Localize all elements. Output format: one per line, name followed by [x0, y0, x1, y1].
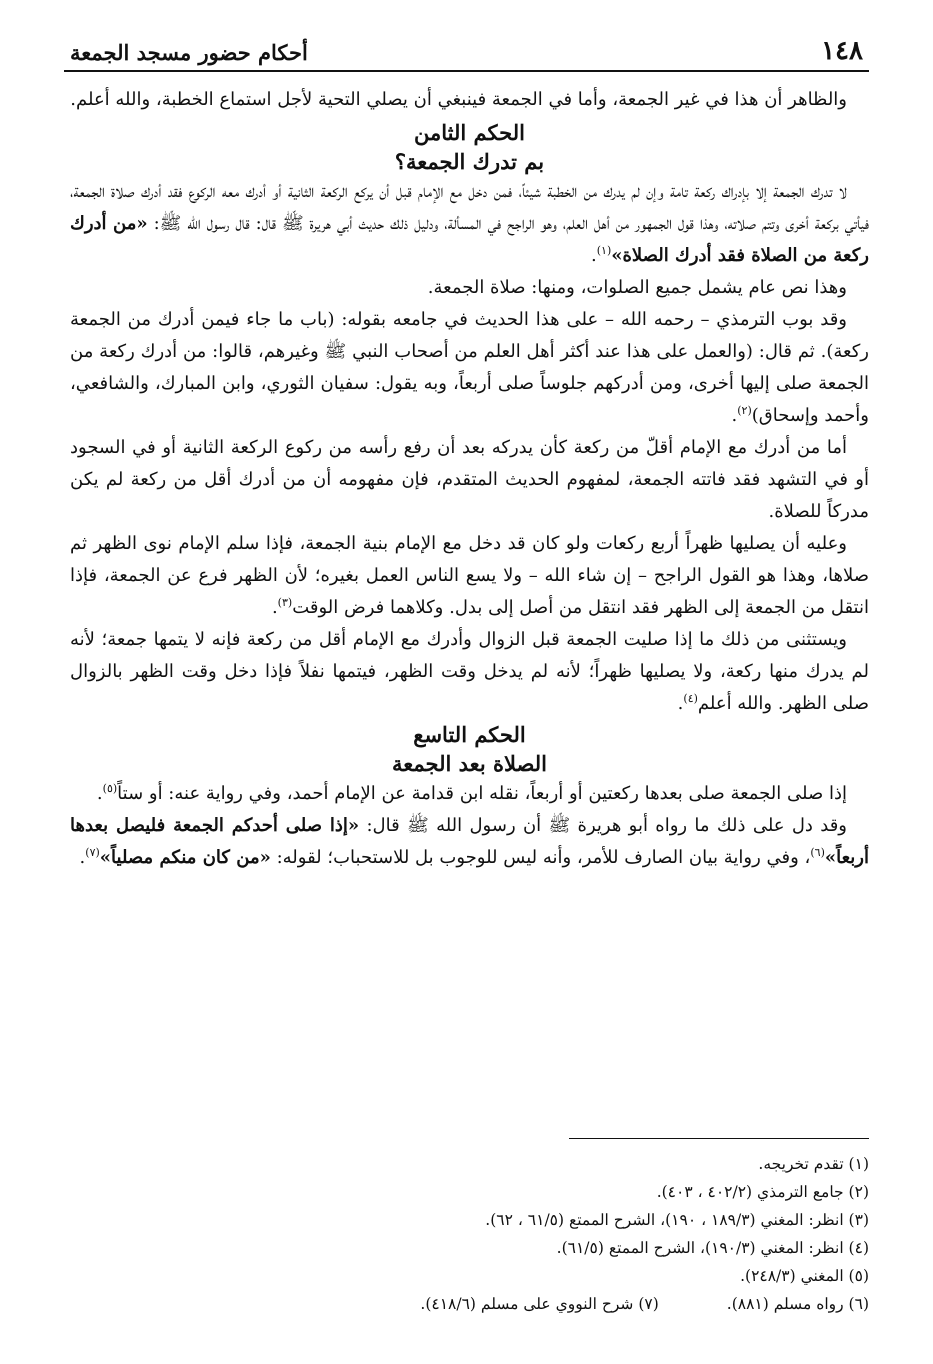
- section-8-paragraph-6: ويستثنى من ذلك ما إذا صليت الجمعة قبل الزوال وأدرك مع الإمام أقل من ركعة فإنه لا يتمها جمعة؛ لأنه لم يدرك منها ركعة، ولا يصليها ظهراً؛ لأنه لم يدخل وقت الظهر، فيتمها نفلاً فإذا دخل وقت الظهر بالزوال صلى الظهر. والله أعلم$^{(٤)}$.: [70, 629, 869, 714]
- section-8-paragraph-2: وهذا نص عام يشمل جميع الصلوات، ومنها: صلاة الجمعة.: [427, 277, 847, 298]
- section-8-paragraph-1: لا تدرك الجمعة إلا بإدراك ركعة تامة وإن لم يدرك من الخطبة شيئاً، فمن دخل مع الإمام قبل أن يركع الركعة الثانية أو أدرك معه الركوع فقد أدرك صلاة الجمعة، فيأتي بركعة أخرى وتتم صلاته، وهذا قول الجمهور من أهل العلم، وهو الراجح في المسألة، ودليل ذلك حديث أبي هريرة ﷺ قال: قال رسول الله ﷺ: «من أدرك ركعة من الصلاة فقد أدرك الصلاة»$^{(١)}$.: [70, 181, 869, 266]
- hadith-quote: «من كان منكم مصلياً»: [99, 847, 271, 868]
- section-8-paragraph-4: أما من أدرك مع الإمام أقلّ من ركعة كأن يدركه بعد أن رفع رأسه من ركوع الركعة الثانية أو في السجود أو في التشهد فقد فاتته الجمعة، لمفهوم الحديث المتقدم، فإن مفهومه أن من أدرك أقل من ركعة لم يكن مدركاً للصلاة.: [70, 437, 869, 522]
- paragraph-text: لا تدرك الجمعة إلا بإدراك ركعة تامة وإن لم يدرك من الخطبة شيئاً، فمن دخل مع الإمام قبل أن يركع الركعة الثانية أو أدرك معه الركوع فقد أدرك صلاة الجمعة، فيأتي بركعة أخرى وتتم صلاته، وهذا قول الجمهور من أهل العلم، وهو الراجح في المسألة، ودليل ذلك حديث أبي هريرة ﷺ قال: قال رسول الله ﷺ:: [70, 181, 869, 234]
- section-8-paragraph-3: وقد بوب الترمذي – رحمه الله – على هذا الحديث في جامعه بقوله: (باب ما جاء فيمن أدرك من الجمعة ركعة). ثم قال: (والعمل على هذا عند أكثر أهل العلم من أصحاب النبي ﷺ وغيرهم، قالوا: من أدرك ركعة من الجمعة صلى إليها أخرى، ومن أدركهم جلوساً صلى أربعاً، وبه يقول: سفيان الثوري، وابن المبارك، والشافعي، وأحمد وإسحاق)$^{(٢)}$.: [70, 309, 869, 426]
- running-title: أحكام حضور مسجد الجمعة: [70, 40, 308, 65]
- section-8-subheading: بم تدرك الجمعة؟: [394, 149, 545, 174]
- footnote-marker: (٣): [277, 596, 293, 609]
- section-9-paragraph-2: وقد دل على ذلك ما رواه أبو هريرة ﷺ أن رسول الله ﷺ قال: «إذا صلى أحدكم الجمعة فليصل بعدها أربعاً»$^{(٦)}$، وفي رواية بيان الصارف للأمر، وأنه ليس للوجوب بل للاستحباب؛ لقوله: «من كان منكم مصلياً»$^{(٧)}$.: [70, 815, 869, 868]
- paragraph-text: وقد بوب الترمذي – رحمه الله – على هذا الحديث في جامعه بقوله: (باب ما جاء فيمن أدرك من الجمعة ركعة). ثم قال: (والعمل على هذا عند أكثر أهل العلم من أصحاب النبي ﷺ وغيرهم، قالوا: من أدرك ركعة من الجمعة صلى إليها أخرى، ومن أدركهم جلوساً صلى أربعاً، وبه يقول: سفيان الثوري، وابن المبارك، والشافعي، وأحمد وإسحاق): [70, 309, 869, 426]
- hadith-quote: «إذا صلى أحدكم الجمعة فليصل بعدها أربعاً»: [70, 815, 869, 868]
- section-8-heading: الحكم الثامن: [414, 120, 525, 145]
- section-9-subheading: الصلاة بعد الجمعة: [392, 751, 547, 776]
- footnote-marker: (٦): [810, 846, 825, 859]
- footnote-marker: (٧): [85, 846, 100, 859]
- paragraph-text: وقد دل على ذلك ما رواه أبو هريرة ﷺ أن رسول الله ﷺ قال:: [366, 815, 848, 836]
- footnote-marker: (٤): [683, 692, 698, 705]
- paragraph-text: إذا صلى الجمعة صلى بعدها ركعتين أو أربعاً، نقله ابن قدامة عن الإمام أحمد، وفي رواية عنه: أو ستاً: [117, 783, 847, 804]
- main-text: [70, 84, 869, 874]
- hadith-quote: «من أدرك ركعة من الصلاة فقد أدرك الصلاة»: [70, 213, 869, 266]
- intro-paragraph: والظاهر أن هذا في غير الجمعة، وأما في الجمعة فينبغي أن يصلي التحية لأجل استماع الخطبة، والله أعلم.: [70, 89, 847, 110]
- paragraph-text: ، وفي رواية بيان الصارف للأمر، وأنه ليس للوجوب بل للاستحباب؛ لقوله:: [276, 847, 811, 868]
- footnote-5: (٥) المغني (٢٤٨/٣).: [740, 1267, 869, 1285]
- section-9-paragraph-1: إذا صلى الجمعة صلى بعدها ركعتين أو أربعاً، نقله ابن قدامة عن الإمام أحمد، وفي رواية عنه: أو ستاً$^{(٥)}$.: [96, 782, 847, 804]
- footnote-4: (٤) انظر: المغني (١٩٠/٣)، الشرح الممتع (٦١/٥).: [556, 1239, 869, 1257]
- footnote-7: (٧) شرح النووي على مسلم (٤١٨/٦).: [420, 1295, 659, 1313]
- section-9-heading: الحكم التاسع: [413, 722, 526, 747]
- footnote-6: (٦) رواه مسلم (٨٨١).: [726, 1295, 869, 1313]
- section-8-paragraph-5: وعليه أن يصليها ظهراً أربع ركعات ولو كان قد دخل مع الإمام بنية الجمعة، فإذا سلم الإمام نوى الظهر ثم صلاها، وهذا هو القول الراجح – إن شاء الله – ولا يسع الناس العمل بغيره؛ لأن الظهر فرع عن الجمعة، فإذا انتقل من الجمعة إلى الظهر فقد انتقل من أصل إلى بدل. وكلاهما فرض الوقت$^{(٣)}$.: [70, 533, 869, 618]
- paragraph-text: ويستثنى من ذلك ما إذا صليت الجمعة قبل الزوال وأدرك مع الإمام أقل من ركعة فإنه لا يتمها جمعة؛ لأنه لم يدرك منها ركعة، ولا يصليها ظهراً؛ لأنه لم يدخل وقت الظهر، فيتمها نفلاً فإذا دخل وقت الظهر بالزوال صلى الظهر. والله أعلم: [70, 629, 869, 714]
- footnote-3: (٣) انظر: المغني (١٨٩/٣ ، ١٩٠)، الشرح الممتع (٦١/٥ ، ٦٢).: [485, 1211, 869, 1229]
- footnotes: [70, 1150, 869, 1318]
- footnote-row: [70, 1290, 869, 1318]
- page-number: ١٤٨: [821, 36, 863, 66]
- footnote-divider: [569, 1138, 869, 1139]
- footnote-marker: (٥): [102, 782, 118, 795]
- paragraph-text: وعليه أن يصليها ظهراً أربع ركعات ولو كان قد دخل مع الإمام بنية الجمعة، فإذا سلم الإمام نوى الظهر ثم صلاها، وهذا هو القول الراجح – إن شاء الله – ولا يسع الناس العمل بغيره؛ لأن الظهر فرع عن الجمعة، فإذا انتقل من الجمعة إلى الظهر فقد انتقل من أصل إلى بدل. وكلاهما فرض الوقت: [70, 533, 869, 618]
- footnote-marker: (٢): [737, 404, 752, 417]
- footnote-2: (٢) جامع الترمذي (٤٠٢/٢ ، ٤٠٣).: [656, 1183, 869, 1201]
- footnote-1: (١) تقدم تخريجه.: [758, 1155, 869, 1173]
- footnote-marker: (١): [596, 244, 612, 257]
- page-header: [64, 30, 869, 72]
